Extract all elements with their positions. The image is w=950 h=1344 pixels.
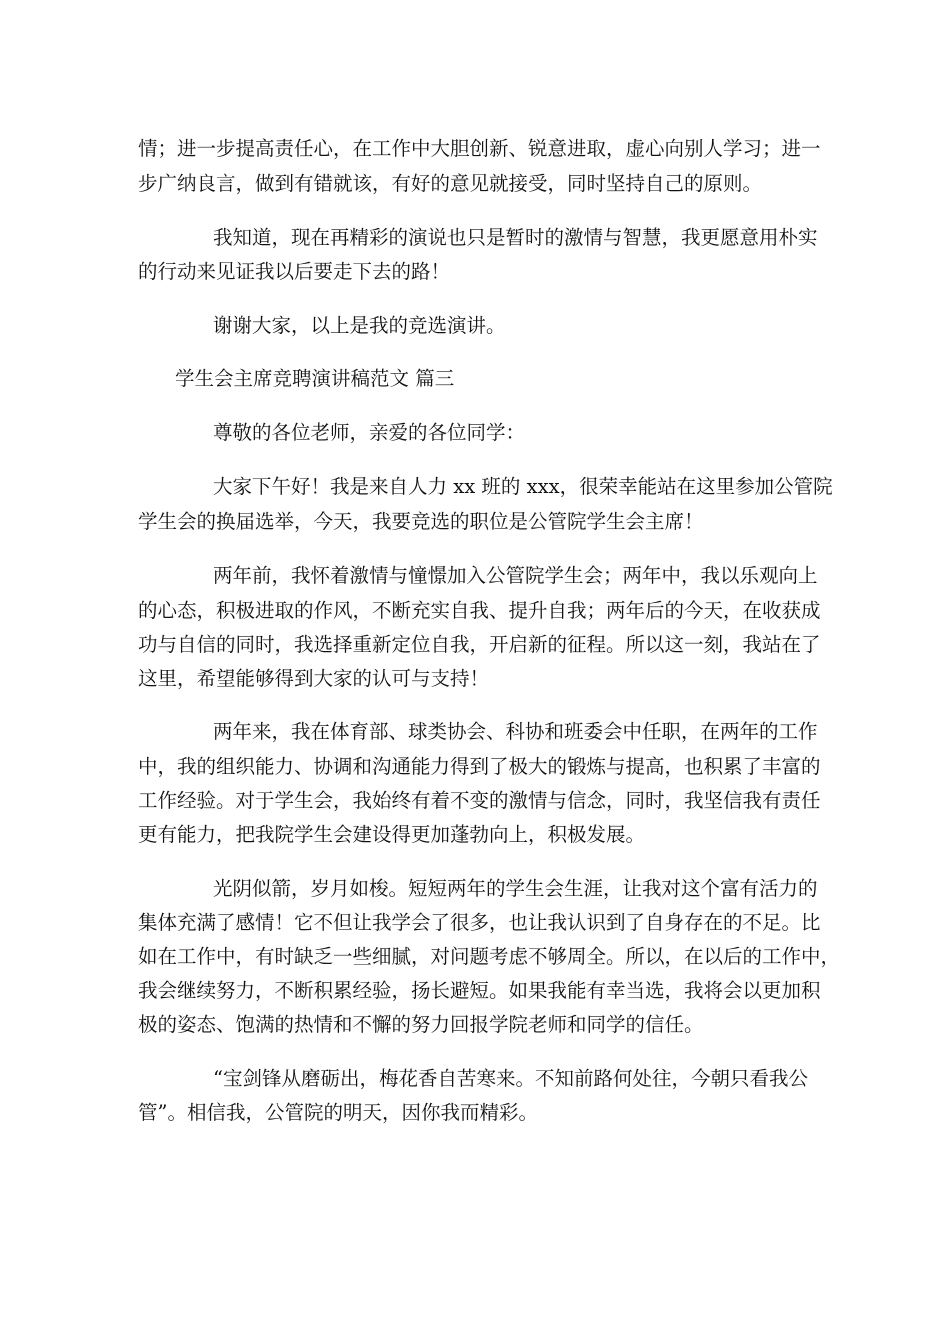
paragraph-line: 工作经验。对于学生会，我始终有着不变的激情与信念，同时，我坚信我有责任 <box>138 789 821 812</box>
salutation: 尊敬的各位老师，亲爱的各位同学： <box>213 421 526 444</box>
section-heading: 学生会主席竞聘演讲稿范文 篇三 <box>175 367 455 390</box>
paragraph-line: 的心态，积极进取的作风，不断充实自我、提升自我；两年后的今天，在收获成 <box>138 599 821 622</box>
paragraph-line: 更有能力，把我院学生会建设得更加蓬勃向上，积极发展。 <box>138 823 646 846</box>
paragraph-line: 我会继续努力，不断积累经验，扬长避短。如果我能有幸当选，我将会以更加积 <box>138 979 821 1002</box>
paragraph-line: 学生会的换届选举，今天，我要竞选的职位是公管院学生会主席！ <box>138 510 704 533</box>
paragraph-line: 这里，希望能够得到大家的认可与支持！ <box>138 667 490 690</box>
paragraph-line: 极的姿态、饱满的热情和不懈的努力回报学院老师和同学的信任。 <box>138 1013 704 1036</box>
paragraph-line: 功与自信的同时，我选择重新定位自我，开启新的征程。所以这一刻，我站在了 <box>138 633 821 656</box>
paragraph-line: 的行动来见证我以后要走下去的路！ <box>138 260 451 283</box>
paragraph-line: 谢谢大家，以上是我的竞选演讲。 <box>213 314 506 337</box>
paragraph-line: 大家下午好！我是来自人力 xx 班的 xxx，很荣幸能站在这里参加公管院 <box>213 475 833 498</box>
paragraph-line: 中，我的组织能力、协调和沟通能力得到了极大的锻炼与提高，也积累了丰富的 <box>138 755 821 778</box>
paragraph-line: 步广纳良言，做到有错就该，有好的意见就接受，同时坚持自己的原则。 <box>138 172 763 195</box>
paragraph-line: 两年前，我怀着激情与憧憬加入公管院学生会；两年中，我以乐观向上 <box>213 564 818 587</box>
paragraph-line: 如在工作中，有时缺乏一些细腻，对问题考虑不够周全。所以，在以后的工作中， <box>138 945 841 968</box>
paragraph-line: 我知道，现在再精彩的演说也只是暂时的激情与智慧，我更愿意用朴实 <box>213 226 818 249</box>
paragraph-line: 情；进一步提高责任心，在工作中大胆创新、锐意进取，虚心向别人学习；进一 <box>138 137 821 160</box>
paragraph-line: 管”。相信我，公管院的明天，因你我而精彩。 <box>138 1101 538 1124</box>
paragraph-line: 光阴似箭，岁月如梭。短短两年的学生会生涯，让我对这个富有活力的 <box>213 877 818 900</box>
paragraph-line: 集体充满了感情！它不但让我学会了很多，也让我认识到了自身存在的不足。比 <box>138 911 821 934</box>
paragraph-line: 两年来，我在体育部、球类协会、科协和班委会中任职，在两年的工作 <box>213 720 818 743</box>
paragraph-line: “宝剑锋从磨砺出，梅花香自苦寒来。不知前路何处往，今朝只看我公 <box>213 1067 808 1090</box>
